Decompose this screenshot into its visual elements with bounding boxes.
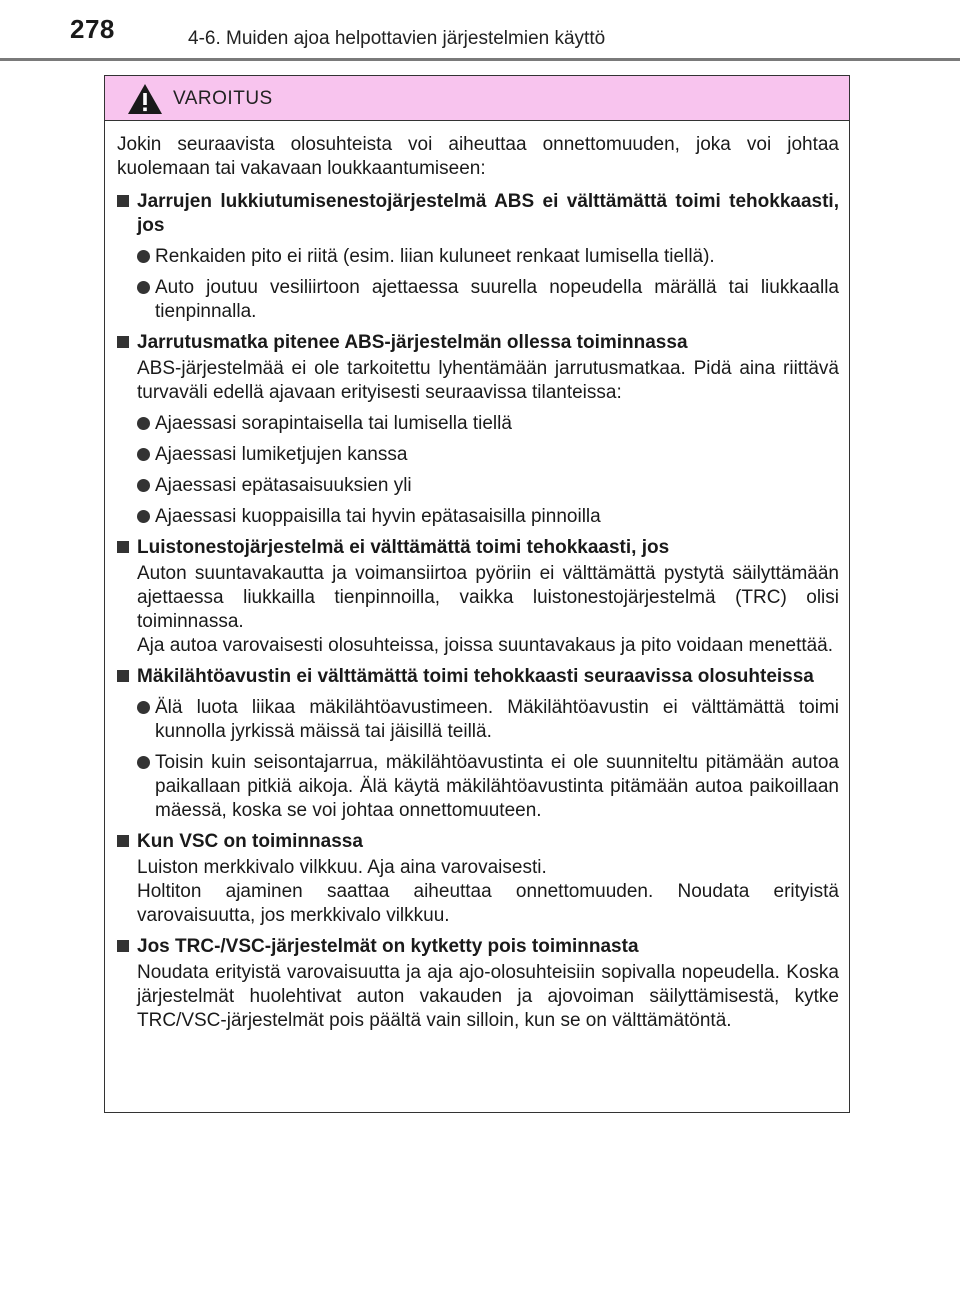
section-vsc (117, 830, 839, 928)
bullet-text: Renkaiden pito ei riitä (esim. liian kuluneet renkaat lumisella tiellä). (155, 246, 715, 267)
bullet-text: Auto joutuu vesiliirtoon ajettaessa suurella nopeudella märällä tai liukkaalla tienpinnalla. (155, 277, 839, 322)
section-trc-vsc-off (117, 935, 839, 1033)
round-bullet-icon (137, 281, 150, 294)
section-abs (117, 190, 839, 324)
bullet-text: Ajaessasi epätasaisuuksien yli (155, 475, 412, 496)
square-bullet-icon (117, 670, 129, 682)
warning-box (104, 75, 850, 1113)
warning-header (105, 76, 849, 121)
round-bullet-icon (137, 417, 150, 430)
square-bullet-icon (117, 940, 129, 952)
section-title: Jarrujen lukkiutumisenestojärjestelmä ABS ei välttämättä toimi tehokkaasti, jos (137, 191, 839, 236)
section-hill-start (117, 665, 839, 823)
header-divider (0, 58, 960, 61)
warning-title: VAROITUS (173, 88, 273, 109)
section-body: Luiston merkkivalo vilkkuu. Aja aina varovaisesti. (137, 857, 547, 878)
section-title: Jarrutusmatka pitenee ABS-järjestelmän ollessa toiminnassa (137, 332, 688, 353)
square-bullet-icon (117, 195, 129, 207)
bullet-text: Ajaessasi sorapintaisella tai lumisella tiellä (155, 413, 512, 434)
square-bullet-icon (117, 541, 129, 553)
section-title: Jos TRC-/VSC-järjestelmät on kytketty pois toiminnasta (137, 936, 639, 957)
section-braking-distance (117, 331, 839, 529)
warning-intro: Jokin seuraavista olosuhteista voi aiheuttaa onnettomuuden, joka voi johtaa kuolemaan tai vakavaan loukkaantumiseen: (117, 134, 839, 179)
round-bullet-icon (137, 756, 150, 769)
warning-triangle-icon (127, 83, 163, 115)
bullet-text: Toisin kuin seisontajarrua, mäkilähtöavustinta ei ole suunniteltu pitämään autoa paikallaan pitkiä aikoja. Älä käytä mäkilähtöavustinta pitämään autoa paikoillaan mäessä, koska se voi johtaa onnettomuuteen. (155, 752, 839, 821)
section-body: Noudata erityistä varovaisuutta ja aja ajo-olosuhteisiin sopivalla nopeudella. Koska järjestelmät huolehtivat auton vakauden ja ajovoiman säilyttämisestä, kytke TRC/VSC-järjestelmät pois päältä vain silloin, kun se on välttämätöntä. (137, 962, 839, 1031)
bullet-text: Ajaessasi lumiketjujen kanssa (155, 444, 408, 465)
section-title: Kun VSC on toiminnassa (137, 831, 363, 852)
section-body: Holtiton ajaminen saattaa aiheuttaa onnettomuuden. Noudata erityistä varovaisuutta, jos merkkivalo vilkkuu. (137, 881, 839, 926)
page-number: 278 (70, 14, 115, 44)
round-bullet-icon (137, 701, 150, 714)
warning-content (105, 121, 849, 1033)
section-trc (117, 536, 839, 658)
section-body: Aja autoa varovaisesti olosuhteissa, joissa suuntavakaus ja pito voidaan menettää. (137, 635, 834, 656)
bullet-text: Ajaessasi kuoppaisilla tai hyvin epätasaisilla pinnoilla (155, 506, 601, 527)
section-body: Auton suuntavakautta ja voimansiirtoa pyöriin ei välttämättä pystytä säilyttämään ajettaessa liukkailla tienpinnoilla, vaikka luistonestojärjestelmä (TRC) olisi toiminnassa. (137, 563, 839, 632)
section-title: Luistonestojärjestelmä ei välttämättä toimi tehokkaasti, jos (137, 537, 670, 558)
square-bullet-icon (117, 835, 129, 847)
page-header (0, 0, 960, 60)
bullet-text: Älä luota liikaa mäkilähtöavustimeen. Mäkilähtöavustin ei välttämättä toimi kunnolla jyrkissä mäissä tai jäisillä teillä. (155, 697, 839, 742)
round-bullet-icon (137, 250, 150, 263)
round-bullet-icon (137, 448, 150, 461)
round-bullet-icon (137, 510, 150, 523)
section-body: ABS-järjestelmää ei ole tarkoitettu lyhentämään jarrutusmatkaa. Pidä aina riittävä turvaväli edellä ajavaan erityisesti seuraavissa tilanteissa: (137, 358, 839, 403)
section-title: Mäkilähtöavustin ei välttämättä toimi tehokkaasti seuraavissa olosuhteissa (137, 666, 814, 687)
chapter-title: 4-6. Muiden ajoa helpottavien järjestelmien käyttö (188, 28, 606, 49)
round-bullet-icon (137, 479, 150, 492)
square-bullet-icon (117, 336, 129, 348)
